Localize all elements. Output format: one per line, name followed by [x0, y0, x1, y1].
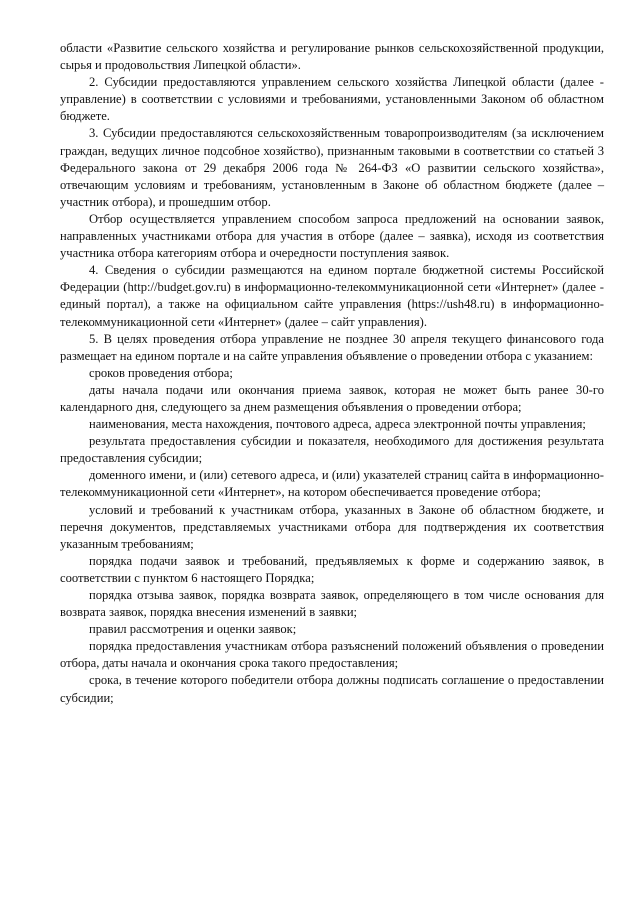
- list-item-domain-name: доменного имени, и (или) сетевого адреса, и (или) указателей страниц сайта в информационно-телекоммуникационной сети «Интернет», на котором обеспечивается проведение отбора;: [60, 468, 604, 500]
- list-item-application-withdrawal: порядка отзыва заявок, порядка возврата заявок, определяющего в том числе основания для возврата заявок, порядка внесения изменений в заявки;: [60, 588, 604, 620]
- paragraph-item-4: 4. Сведения о субсидии размещаются на едином портале бюджетной системы Российской Федерации (http://budget.gov.ru) в информационно-телекоммуникационной сети «Интернет» (далее - единый портал), а также на официальном сайте управления (https://ush48.ru) в информационно-телекоммуникационной сети «Интернет» (далее – сайт управления).: [60, 263, 604, 329]
- list-item-selection-deadlines: сроков проведения отбора;: [89, 365, 233, 380]
- paragraph-program-name: области «Развитие сельского хозяйства и регулирование рынков сельскохозяйственной продукции, сырья и продовольствия Липецкой области».: [60, 41, 604, 73]
- paragraph-item-5: 5. В целях проведения отбора управление не позднее 30 апреля текущего финансового года размещает на едином портале и на сайте управления объявление о проведении отбора с указанием:: [60, 331, 604, 363]
- paragraph-item-3: 3. Субсидии предоставляются сельскохозяйственным товаропроизводителям (за исключением граждан, ведущих личное подсобное хозяйство), признанным таковыми в соответствии со статьей 3 Федерального закона от 29 декабря 2006 года № 264-ФЗ «О развитии сельского хозяйства», отвечающим условиям и требованиям, установленным в Законе об областном бюджете (далее – участник отбора), и прошедшим отбор.: [60, 126, 604, 209]
- list-item-participant-requirements: условий и требований к участникам отбора, указанных в Законе об областном бюджете, и перечня документов, представляемых участниками отбора для подтверждения их соответствия указанным требованиям;: [60, 502, 604, 551]
- list-item-review-rules: правил рассмотрения и оценки заявок;: [89, 622, 297, 637]
- list-item-application-procedure: порядка подачи заявок и требований, предъявляемых к форме и содержанию заявок, в соответствии с пунктом 6 настоящего Порядка;: [60, 553, 604, 585]
- list-item-clarification-procedure: порядка предоставления участникам отбора разъяснений положений объявления о проведении отбора, даты начала и окончания срока такого предоставления;: [60, 639, 604, 671]
- list-item-subsidy-result: результата предоставления субсидии и показателя, необходимого для достижения результата предоставления субсидии;: [60, 434, 604, 466]
- list-item-application-dates: даты начала подачи или окончания приема заявок, которая не может быть ранее 30-го календарного дня, следующего за днем размещения объявления о проведении отбора;: [60, 382, 604, 414]
- list-item-department-contacts: наименования, места нахождения, почтового адреса, адреса электронной почты управления;: [89, 417, 586, 432]
- paragraph-item-2: 2. Субсидии предоставляются управлением сельского хозяйства Липецкой области (далее - управление) в соответствии с условиями и требованиями, установленными Законом об областном бюджете.: [60, 75, 604, 124]
- list-item-agreement-deadline: срока, в течение которого победители отбора должны подписать соглашение о предоставлении субсидии;: [60, 673, 604, 705]
- paragraph-selection-method: Отбор осуществляется управлением способом запроса предложений на основании заявок, направленных участниками отбора для участия в отборе (далее – заявка), исходя из соответствия участника отбора категориям отбора и очередности поступления заявок.: [60, 211, 604, 261]
